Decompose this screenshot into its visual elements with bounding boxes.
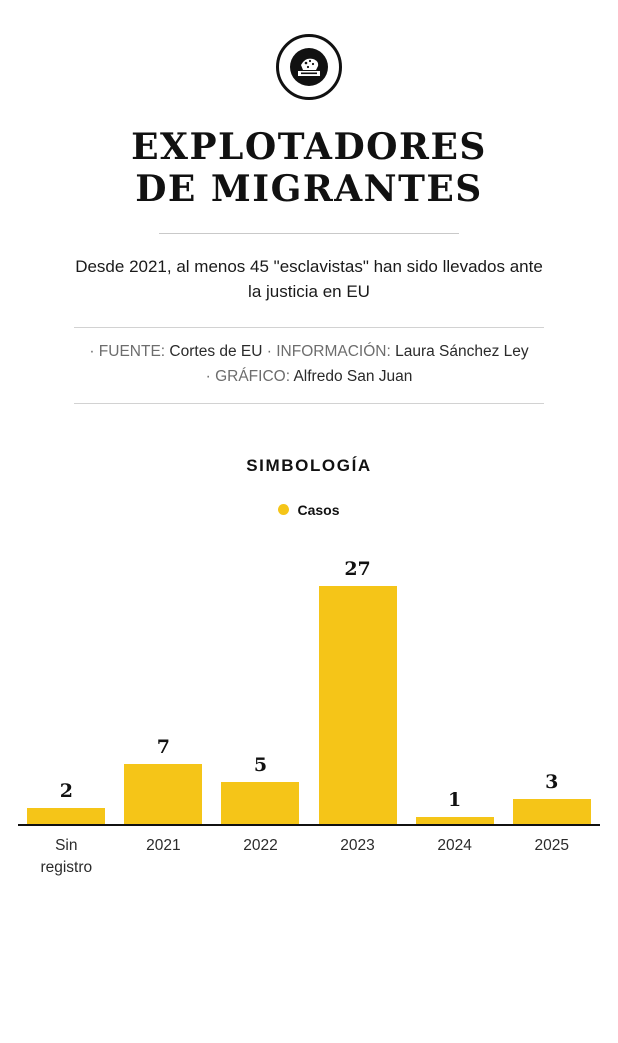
x-axis-label: 2021 — [146, 836, 181, 854]
divider-credits-top — [74, 327, 544, 328]
credits-source-value: Cortes de EU — [169, 342, 263, 360]
credits-info-label: · INFORMACIÓN: — [266, 342, 391, 360]
bar-column — [309, 552, 406, 826]
x-axis-label: 2022 — [243, 836, 278, 854]
bar-column — [406, 552, 503, 826]
divider-credits-bottom — [74, 403, 544, 404]
credits-info-value: Laura Sánchez Ley — [395, 342, 529, 360]
credits-graphic-label: · GRÁFICO: — [205, 367, 290, 385]
bar-rect — [319, 586, 397, 826]
x-axis-label: 2025 — [534, 836, 569, 854]
legend — [0, 502, 618, 518]
chart-plot-area — [18, 552, 600, 826]
x-axis-label: Sin registro — [40, 836, 93, 876]
credits — [59, 340, 559, 390]
bar-rect — [221, 782, 299, 826]
credits-graphic-value: Alfredo San Juan — [293, 367, 413, 385]
bar-series — [18, 552, 600, 826]
credits-line-1 — [59, 340, 559, 365]
bar-value-label: 2 — [59, 779, 73, 802]
page-title — [0, 126, 618, 211]
bar-value-label: 5 — [253, 753, 268, 776]
bar-chart — [0, 552, 618, 882]
credits-line-2 — [59, 365, 559, 390]
title-line-1: EXPLOTADORES — [131, 126, 487, 168]
bar-value-label: 27 — [344, 557, 371, 580]
credits-source-label: · FUENTE: — [89, 342, 166, 360]
logo-container — [0, 0, 618, 100]
legend-dot-icon — [278, 504, 289, 515]
bar-column — [18, 552, 115, 826]
legend-title: SIMBOLOGÍA — [246, 455, 372, 475]
x-axis-labels — [18, 826, 600, 882]
x-axis-label: 2024 — [437, 836, 472, 854]
x-axis-label: 2023 — [340, 836, 375, 854]
title-line-2: DE MIGRANTES — [135, 168, 483, 211]
subtitle: Desde 2021, al menos 45 "esclavistas" han sido llevados ante la justicia en EU — [75, 256, 543, 302]
bar-rect — [513, 799, 591, 826]
bar-value-label: 1 — [448, 788, 462, 811]
typewriter-logo-icon — [276, 34, 342, 100]
bar-column — [503, 552, 600, 826]
bar-column — [115, 552, 212, 826]
divider-top — [159, 233, 459, 234]
legend-item-label: Casos — [297, 501, 340, 518]
bar-value-label: 3 — [545, 770, 559, 793]
bar-value-label: 7 — [156, 735, 170, 758]
bar-column — [212, 552, 309, 826]
bar-rect — [124, 764, 202, 826]
